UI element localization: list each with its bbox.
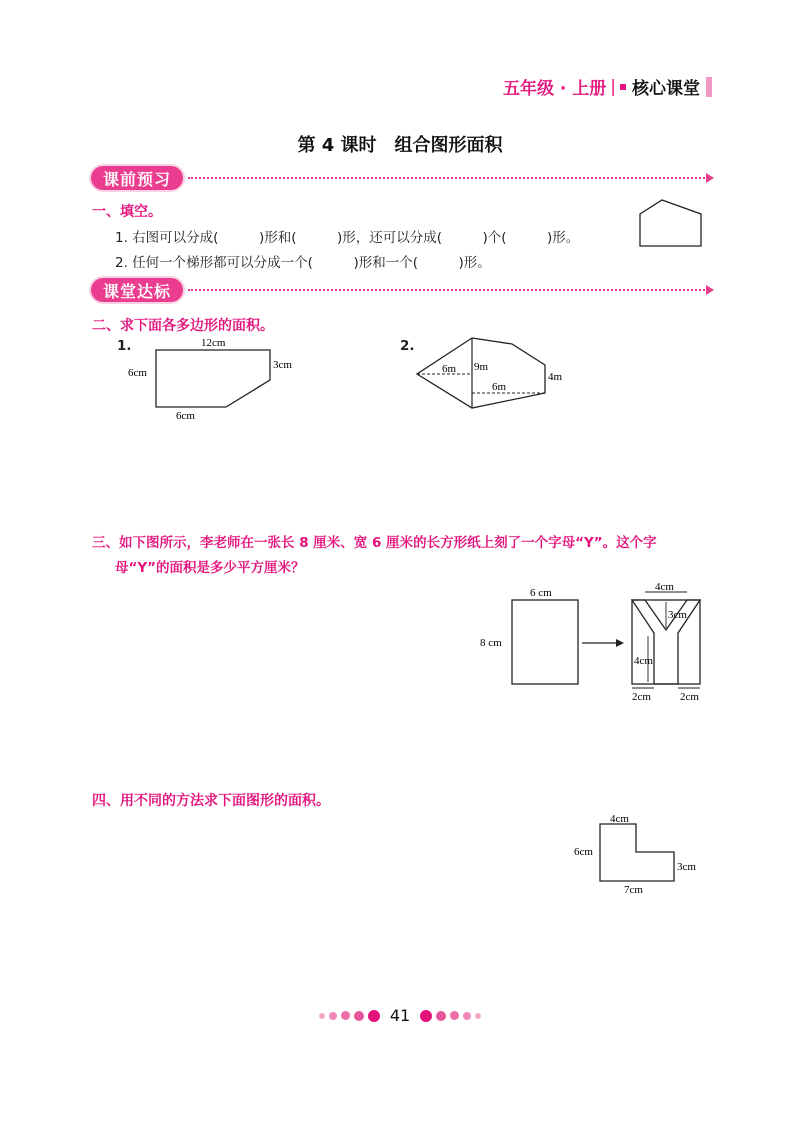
footer-dot-icon <box>436 1011 446 1021</box>
q1-item-2: 2. 任何一个梯形都可以分成一个( )形和一个( )形。 <box>115 255 491 271</box>
footer-dot-icon <box>463 1012 471 1020</box>
l-bottom-label: 7cm <box>624 884 643 896</box>
fig2-trap-base-label: 6m <box>492 381 507 393</box>
q3-line-1: 三、如下图所示，李老师在一张长 8 厘米、宽 6 厘米的长方形纸上刻了一个字母“Y”。这个字 <box>92 535 657 551</box>
rect-height-label: 8 cm <box>480 637 502 649</box>
q2-fig2-number: 2. <box>400 338 415 354</box>
fig1-left-label: 6cm <box>128 367 147 379</box>
book-header <box>503 74 712 99</box>
footer-dot-icon <box>319 1013 325 1019</box>
q1-item-1: 1. 右图可以分成( )形和( )形，还可以分成( )个( )形。 <box>115 230 580 246</box>
pentagon-figure <box>124 334 310 424</box>
section-preview-pill: 课前预习 <box>91 166 183 190</box>
footer-dot-icon <box>354 1011 364 1021</box>
fig2-tri-base-label: 6m <box>442 363 457 375</box>
footer-dot-icon <box>329 1012 337 1020</box>
q3-line-2: 母“Y”的面积是多少平方厘米？ <box>115 560 305 576</box>
footer-dot-icon <box>450 1011 459 1020</box>
page-footer <box>0 1006 800 1025</box>
l-top-label: 4cm <box>610 813 629 825</box>
footer-dot-icon <box>368 1010 380 1022</box>
y-bottom-left-label: 2cm <box>632 691 651 703</box>
kite-trapezoid-figure <box>412 332 562 414</box>
l-right-label: 3cm <box>677 861 696 873</box>
y-letter-figure <box>478 580 708 704</box>
section-dotted-line <box>188 177 708 179</box>
fig1-right-label: 3cm <box>273 359 292 371</box>
q1-heading: 一、填空。 <box>92 204 162 220</box>
fig2-height-label: 9m <box>474 361 489 373</box>
y-notch-label: 3cm <box>668 609 687 621</box>
section-dotted-line <box>188 289 708 291</box>
arrow-right-icon <box>706 285 714 295</box>
section-classwork-pill: 课堂达标 <box>91 278 183 302</box>
rect-width-label: 6 cm <box>530 587 552 599</box>
y-top-label: 4cm <box>655 581 674 593</box>
q2-fig1-number: 1. <box>117 338 132 354</box>
q2-heading: 二、求下面各多边形的面积。 <box>92 318 274 334</box>
arrow-right-icon <box>616 639 624 647</box>
arrow-right-icon <box>706 173 714 183</box>
header-separator: | <box>610 76 616 97</box>
header-bar-icon <box>706 77 712 97</box>
footer-dot-icon <box>475 1013 481 1019</box>
l-left-label: 6cm <box>574 846 593 858</box>
lesson-title: 第 4 课时 组合图形面积 <box>297 135 503 156</box>
grade-label: 五年级 · 上册 <box>502 79 607 99</box>
book-name: 核心课堂 <box>632 79 700 99</box>
y-stem-label: 4cm <box>634 655 653 667</box>
header-square-icon <box>620 84 626 90</box>
footer-dot-icon <box>341 1011 350 1020</box>
fig1-top-label: 12cm <box>201 337 226 349</box>
y-bottom-right-label: 2cm <box>680 691 699 703</box>
house-shape-figure <box>635 196 707 252</box>
q4-heading: 四、用不同的方法求下面图形的面积。 <box>92 793 330 809</box>
footer-dot-icon <box>420 1010 432 1022</box>
fig1-bottom-label: 6cm <box>176 410 195 422</box>
page-number: 41 <box>389 1006 411 1025</box>
fig2-side-label: 4m <box>548 371 562 383</box>
l-shape-figure <box>572 812 712 896</box>
